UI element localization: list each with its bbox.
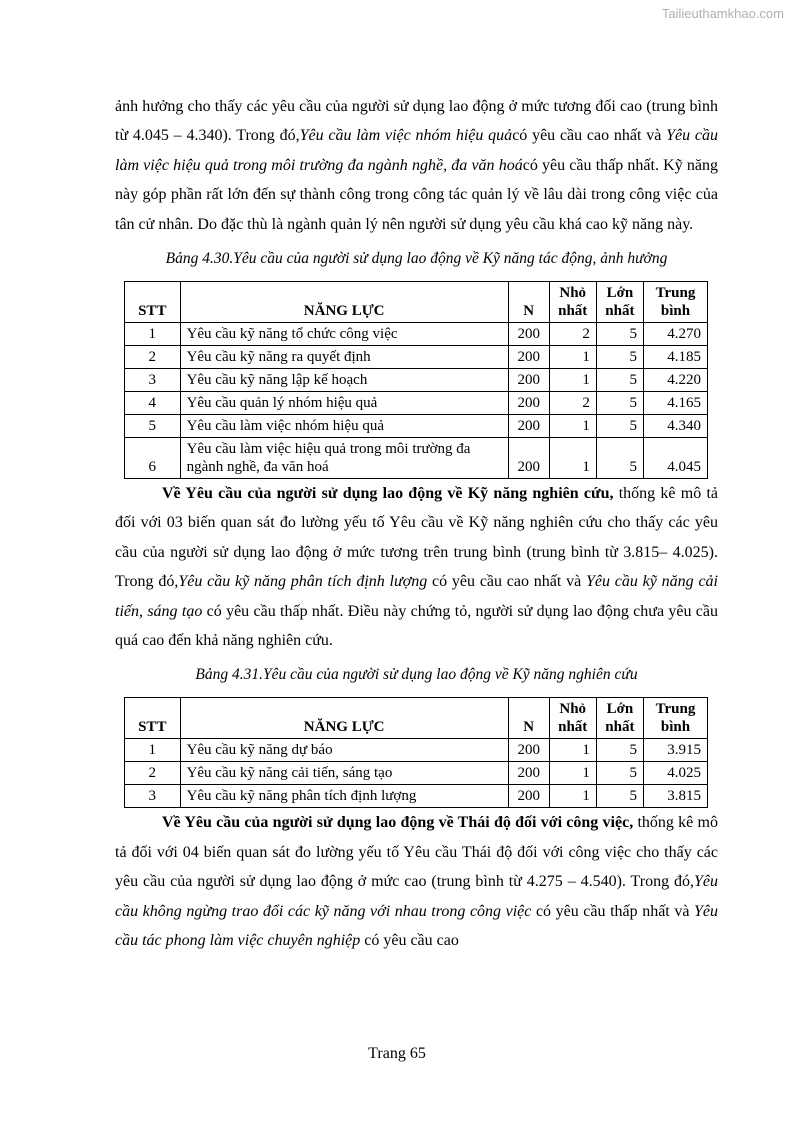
table-header-row: STT NĂNG LỰC N Nhỏ nhất Lớn nhất Trung bình: [125, 282, 708, 323]
table-row: 1 Yêu cầu kỹ năng tổ chức công việc 200 2 5 4.270: [125, 323, 708, 346]
table-1: [124, 281, 708, 479]
table-row: 2 Yêu cầu kỹ năng cải tiến, sáng tạo 200 1 5 4.025: [125, 762, 708, 785]
watermark: Tailieuthamkhao.com: [661, 6, 784, 21]
table-row: 1 Yêu cầu kỹ năng dự báo 200 1 5 3.915: [125, 739, 708, 762]
table-row: 2 Yêu cầu kỹ năng ra quyết định 200 1 5 4.185: [125, 346, 708, 369]
table-row: 3 Yêu cầu kỹ năng lập kế hoạch 200 1 5 4.220: [125, 369, 708, 392]
table-2-caption: Bảng 4.31.Yêu cầu của người sử dụng lao động về Kỹ năng nghiên cứu: [195, 666, 638, 684]
table-2: [124, 697, 708, 808]
table-row: 5 Yêu cầu làm việc nhóm hiệu quả 200 1 5 4.340: [125, 415, 708, 438]
table-row: 6 Yêu cầu làm việc hiệu quả trong môi trường đa ngành nghề, đa văn hoá 200 1 5 4.045: [125, 438, 708, 479]
table-1-caption: Bảng 4.30.Yêu cầu của người sử dụng lao động về Kỹ năng tác động, ảnh hưởng: [165, 250, 668, 268]
table-header-row: STT NĂNG LỰC N Nhỏ nhất Lớn nhất Trung bình: [125, 698, 708, 739]
page-number: Trang 65: [368, 1045, 426, 1062]
paragraph-1: ảnh hưởng cho thấy các yêu cầu của người sử dụng lao động ở mức tương đối cao (trung bình từ 4.045 – 4.340). Trong đó,Yêu cầu làm việc nhóm hiệu quảcó yêu cầu cao nhất và Yêu cầu làm việc hiệu quả trong môi trường đa ngành nghề, đa văn hoácó yêu cầu thấp nhất. Kỹ năng này góp phần rất lớn đến sự thành công trong công tác quản lý về lâu dài trong công việc của tân cử nhân. Do đặc thù là ngành quản lý nên người sử dụng yêu cầu khá cao kỹ năng này.: [115, 98, 719, 233]
table-row: 4 Yêu cầu quản lý nhóm hiệu quả 200 2 5 4.165: [125, 392, 708, 415]
paragraph-2: Về Yêu cầu của người sử dụng lao động về Kỹ năng nghiên cứu, thống kê mô tả đối với 03 biến quan sát đo lường yếu tố Yêu cầu về Kỹ năng nghiên cứu cho thấy các yêu cầu của người sử dụng lao động ở mức tương trên trung bình (trung bình từ 3.815– 4.025). Trong đó,Yêu cầu kỹ năng phân tích định lượng có yêu cầu cao nhất và Yêu cầu kỹ năng cải tiến, sáng tạo có yêu cầu thấp nhất. Điều này chứng tỏ, người sử dụng lao động chưa yêu cầu quá cao đến khả năng nghiên cứu.: [115, 485, 719, 650]
table-row: 3 Yêu cầu kỹ năng phân tích định lượng 200 1 5 3.815: [125, 785, 708, 808]
paragraph-3: Về Yêu cầu của người sử dụng lao động về Thái độ đối với công việc, thống kê mô tả đối với 04 biến quan sát đo lường yếu tố Yêu cầu Thái độ đối với công việc cho thấy các yêu cầu của người sử dụng lao động ở mức cao (trung bình từ 4.275 – 4.540). Trong đó,Yêu cầu không ngừng trao đổi các kỹ năng với nhau trong công việc có yêu cầu thấp nhất và Yêu cầu tác phong làm việc chuyên nghiệp có yêu cầu cao: [115, 814, 719, 950]
page-content: [115, 92, 718, 956]
